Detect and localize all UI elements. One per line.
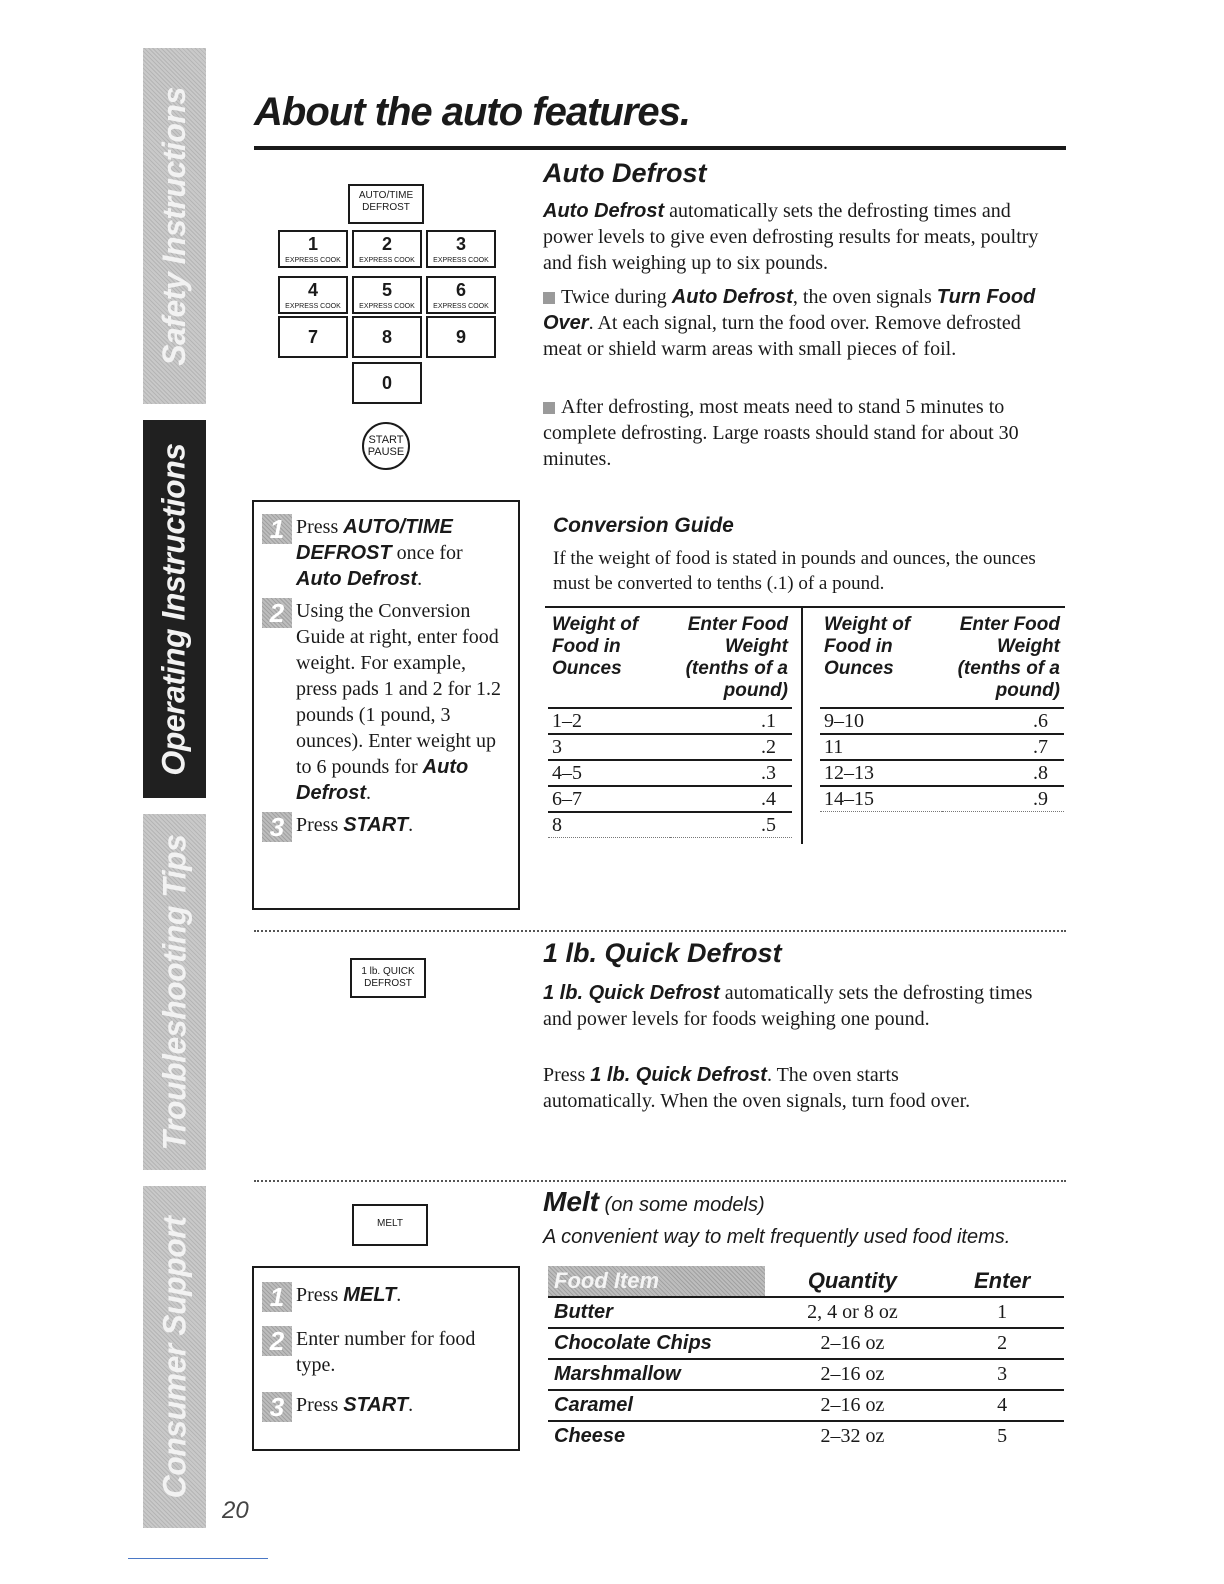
quick-defrost-p2: [543, 1062, 983, 1114]
step-1-text: [296, 514, 508, 592]
food-item-cell: Butter: [548, 1297, 765, 1328]
tenths-cell: .2: [670, 734, 792, 760]
step-1-pre: Press: [296, 516, 344, 538]
tab-operating-instructions-label: Operating Instructions: [156, 442, 193, 776]
table-row: [548, 708, 792, 734]
step-1-mid: once for: [391, 542, 463, 564]
melt-table: [548, 1266, 1064, 1451]
title-rule: [254, 146, 1066, 150]
key-sublabel: EXPRESS COOK: [359, 257, 415, 264]
tab-troubleshooting-tips-label: Troubleshooting Tips: [156, 834, 193, 1150]
table-row: [548, 812, 792, 838]
quick-defrost-p1-bold: 1 lb. Quick Defrost: [543, 982, 720, 1004]
auto-defrost-intro-text: automatically sets the defrosting times and power levels to give even defrosting results for meats, poultry and fish weighing up to six pounds.: [543, 200, 1039, 274]
key-number: 1: [307, 234, 318, 254]
melt-step-1-bold: MELT: [343, 1284, 397, 1306]
quick-defrost-p1: [543, 980, 1053, 1032]
step-number-badge: 1: [262, 1282, 292, 1312]
melt-step-3-bold: START: [343, 1394, 409, 1416]
auto-defrost-bullet-1: [543, 284, 1053, 362]
melt-pad: [352, 1204, 428, 1246]
key-sublabel: EXPRESS COOK: [285, 303, 341, 310]
keypad-key-9: [426, 316, 496, 358]
keypad-key-1: [278, 230, 348, 268]
conversion-divider: [801, 608, 803, 844]
table-row: [820, 760, 1064, 786]
step-number-badge: 2: [262, 1326, 292, 1356]
conversion-table-right: [820, 614, 1064, 812]
food-item-cell: Caramel: [548, 1390, 765, 1421]
quick-defrost-p2-bold: 1 lb. Quick Defrost: [590, 1064, 767, 1086]
table-row: [820, 734, 1064, 760]
tab-safety-instructions[interactable]: [143, 48, 206, 404]
table-row: [548, 786, 792, 812]
ounces-cell: 9–10: [820, 708, 942, 734]
tenths-cell: .9: [942, 786, 1064, 812]
bullet1-pre: Twice during: [561, 286, 672, 308]
start-pause-pad: [362, 422, 410, 470]
step-number-badge: 3: [262, 812, 292, 842]
quick-defrost-p2-pre: Press: [543, 1064, 591, 1086]
enter-cell: 1: [940, 1297, 1064, 1328]
square-bullet-icon: [543, 402, 555, 414]
key-number: 3: [455, 234, 466, 254]
melt-step-1-pre: Press: [296, 1284, 344, 1306]
table-row: [548, 1297, 1064, 1328]
tab-troubleshooting-tips[interactable]: [143, 814, 206, 1170]
tab-consumer-support-label: Consumer Support: [156, 1216, 192, 1498]
tenths-cell: .3: [670, 760, 792, 786]
bullet1-bold2: Turn Food Over: [543, 286, 1036, 334]
melt-heading: [543, 1186, 765, 1218]
key-number: 4: [307, 280, 318, 300]
ounces-cell: 14–15: [820, 786, 942, 812]
auto-time-defrost-pad: [348, 184, 424, 224]
quick-defrost-pad: [350, 958, 426, 998]
enter-cell: 2: [940, 1328, 1064, 1359]
bullet1-bold1: Auto Defrost: [671, 286, 793, 308]
auto-defrost-intro: [543, 198, 1063, 276]
step-2-main: Using the Conversion Guide at right, enter food weight. For example, press pads 1 and 2 for 1.2 pounds (1 pound, 3 ounces). Enter weight up to 6 pounds for: [296, 600, 501, 778]
step-3-text: [296, 812, 413, 838]
conversion-table-left: [548, 614, 792, 838]
table-row: [548, 734, 792, 760]
table-row: [820, 708, 1064, 734]
conversion-guide-heading: Conversion Guide: [553, 514, 734, 537]
table-row: [548, 1328, 1064, 1359]
table-row: [548, 1359, 1064, 1390]
table-row: [548, 760, 792, 786]
ounces-cell: 3: [548, 734, 670, 760]
key-number: 6: [455, 280, 466, 300]
keypad-key-0: [352, 362, 422, 404]
tab-consumer-support[interactable]: [143, 1186, 206, 1528]
quantity-cell: 2–16 oz: [765, 1359, 940, 1390]
key-number: 5: [381, 280, 392, 300]
tenths-cell: .6: [942, 708, 1064, 734]
step-2-post: .: [366, 782, 372, 804]
bullet1-post: . At each signal, turn the food over. Remove defrosted meat or shield warm areas with small pieces of foil.: [543, 312, 1021, 360]
melt-step-3-pre: Press: [296, 1394, 344, 1416]
tenths-cell: .8: [942, 760, 1064, 786]
quantity-cell: 2–32 oz: [820, 1425, 885, 1447]
quick-defrost-pad-label: 1 lb. QUICK DEFROST: [361, 966, 415, 989]
enter-cell: 3: [940, 1359, 1064, 1390]
page-number: 20: [222, 1497, 249, 1524]
key-number: 7: [307, 327, 318, 347]
melt-steps: [252, 1266, 520, 1451]
conversion-top-rule: [545, 606, 1065, 608]
keypad-key-6: [426, 276, 496, 314]
quantity-cell: 2, 4 or 8 oz: [765, 1297, 940, 1328]
auto-defrost-step-1: [262, 514, 508, 592]
tenths-cell: .7: [942, 734, 1064, 760]
keypad-key-4: [278, 276, 348, 314]
auto-defrost-step-2: [262, 598, 508, 806]
food-item-cell: Cheese: [554, 1425, 626, 1447]
step-1-bold2: Auto Defrost: [296, 568, 418, 590]
bullet2-text: After defrosting, most meats need to stand 5 minutes to complete defrosting. Large roasts should stand for about 30 minutes.: [543, 396, 1019, 470]
footer-line: [128, 1558, 268, 1559]
melt-step-3: [262, 1392, 508, 1422]
auto-defrost-step-3: [262, 812, 508, 842]
melt-step-3-text: [296, 1392, 413, 1418]
ounces-cell: 12–13: [820, 760, 942, 786]
auto-defrost-bullet-2: [543, 394, 1043, 472]
step-3-bold: START: [343, 814, 409, 836]
enter-cell: 4: [940, 1390, 1064, 1421]
step-number-badge: 2: [262, 598, 292, 628]
table-row: [548, 1421, 1064, 1451]
quantity-cell: 2–16 oz: [765, 1328, 940, 1359]
col-enter-header: Enter: [940, 1266, 1064, 1297]
auto-defrost-intro-bold: Auto Defrost: [543, 200, 665, 222]
melt-step-2: [262, 1326, 508, 1378]
melt-subtitle: A convenient way to melt frequently used food items.: [543, 1226, 1011, 1248]
key-number: 0: [381, 373, 392, 393]
keypad-key-3: [426, 230, 496, 268]
key-sublabel: EXPRESS COOK: [433, 257, 489, 264]
square-bullet-icon: [543, 292, 555, 304]
keypad-key-7: [278, 316, 348, 358]
tab-operating-instructions[interactable]: [143, 420, 206, 798]
melt-pad-label: MELT: [377, 1218, 403, 1229]
key-number: 9: [455, 327, 466, 347]
step-3-pre: Press: [296, 814, 344, 836]
section-tabs: [143, 48, 206, 1528]
table-row: [820, 786, 1064, 812]
section-divider: [254, 1180, 1066, 1182]
step-number-badge: 3: [262, 1392, 292, 1422]
tab-safety-instructions-label: Safety Instructions: [156, 86, 192, 366]
col-food-item-header: Food Item: [548, 1266, 765, 1297]
key-number: 2: [381, 234, 392, 254]
step-1-post: .: [417, 568, 423, 590]
melt-step-2-text: Enter number for food type.: [296, 1328, 476, 1376]
step-2-bold: Auto Defrost: [296, 756, 469, 804]
keypad-illustration: [258, 160, 522, 480]
ounces-cell: 8: [548, 812, 670, 838]
melt-step-1-text: [296, 1282, 401, 1308]
start-pause-pad-label: START PAUSE: [367, 434, 405, 458]
keypad-key-8: [352, 316, 422, 358]
section-divider: [254, 930, 1066, 932]
auto-time-defrost-pad-label: AUTO/TIME DEFROST: [358, 190, 414, 213]
page-title: About the auto features.: [254, 90, 691, 134]
key-sublabel: EXPRESS COOK: [433, 303, 489, 310]
melt-step-1: [262, 1282, 508, 1312]
ounces-cell: 11: [820, 734, 942, 760]
step-number-badge: 1: [262, 514, 292, 544]
tenths-cell: .5: [670, 812, 792, 838]
key-sublabel: EXPRESS COOK: [359, 303, 415, 310]
ounces-cell: 4–5: [548, 760, 670, 786]
step-1-bold: AUTO/TIME DEFROST: [296, 516, 453, 564]
quick-defrost-heading: 1 lb. Quick Defrost: [543, 938, 782, 968]
auto-defrost-steps: [252, 500, 520, 910]
ounces-cell: 6–7: [548, 786, 670, 812]
col-enter-weight-header: Enter Food Weight (tenths of a pound): [685, 614, 788, 701]
keypad-key-5: [352, 276, 422, 314]
quantity-cell: 2–16 oz: [765, 1390, 940, 1421]
food-item-cell: Chocolate Chips: [548, 1328, 765, 1359]
keypad-key-2: [352, 230, 422, 268]
conversion-guide-text: If the weight of food is stated in pounds and ounces, the ounces must be converted to tenths (.1) of a pound.: [553, 548, 1036, 594]
enter-cell: 5: [997, 1425, 1008, 1447]
table-row: [548, 1390, 1064, 1421]
tenths-cell: .1: [670, 708, 792, 734]
quick-defrost-p1-text: automatically sets the defrosting times and power levels for foods weighing one pound.: [543, 982, 1033, 1030]
ounces-cell: 1–2: [548, 708, 670, 734]
step-2-text: [296, 598, 508, 806]
bullet1-mid: , the oven signals: [792, 286, 937, 308]
col-quantity-header: Quantity: [765, 1266, 940, 1297]
key-number: 8: [381, 327, 392, 347]
key-sublabel: EXPRESS COOK: [285, 257, 341, 264]
step-3-post: .: [408, 814, 414, 836]
col-weight-ounces-header: Weight of Food in Ounces: [552, 614, 639, 679]
melt-heading-note: (on some models): [599, 1194, 765, 1216]
col-enter-weight-header: Enter Food Weight (tenths of a pound): [957, 614, 1060, 701]
quick-defrost-p2-text: . The oven starts automatically. When the oven signals, turn food over.: [543, 1064, 971, 1112]
tenths-cell: .4: [670, 786, 792, 812]
col-weight-ounces-header: Weight of Food in Ounces: [824, 614, 911, 679]
food-item-cell: Marshmallow: [548, 1359, 765, 1390]
melt-step-1-post: .: [396, 1284, 402, 1306]
auto-defrost-heading: Auto Defrost: [543, 158, 707, 188]
melt-step-3-post: .: [408, 1394, 414, 1416]
melt-heading-title: Melt: [543, 1186, 599, 1217]
